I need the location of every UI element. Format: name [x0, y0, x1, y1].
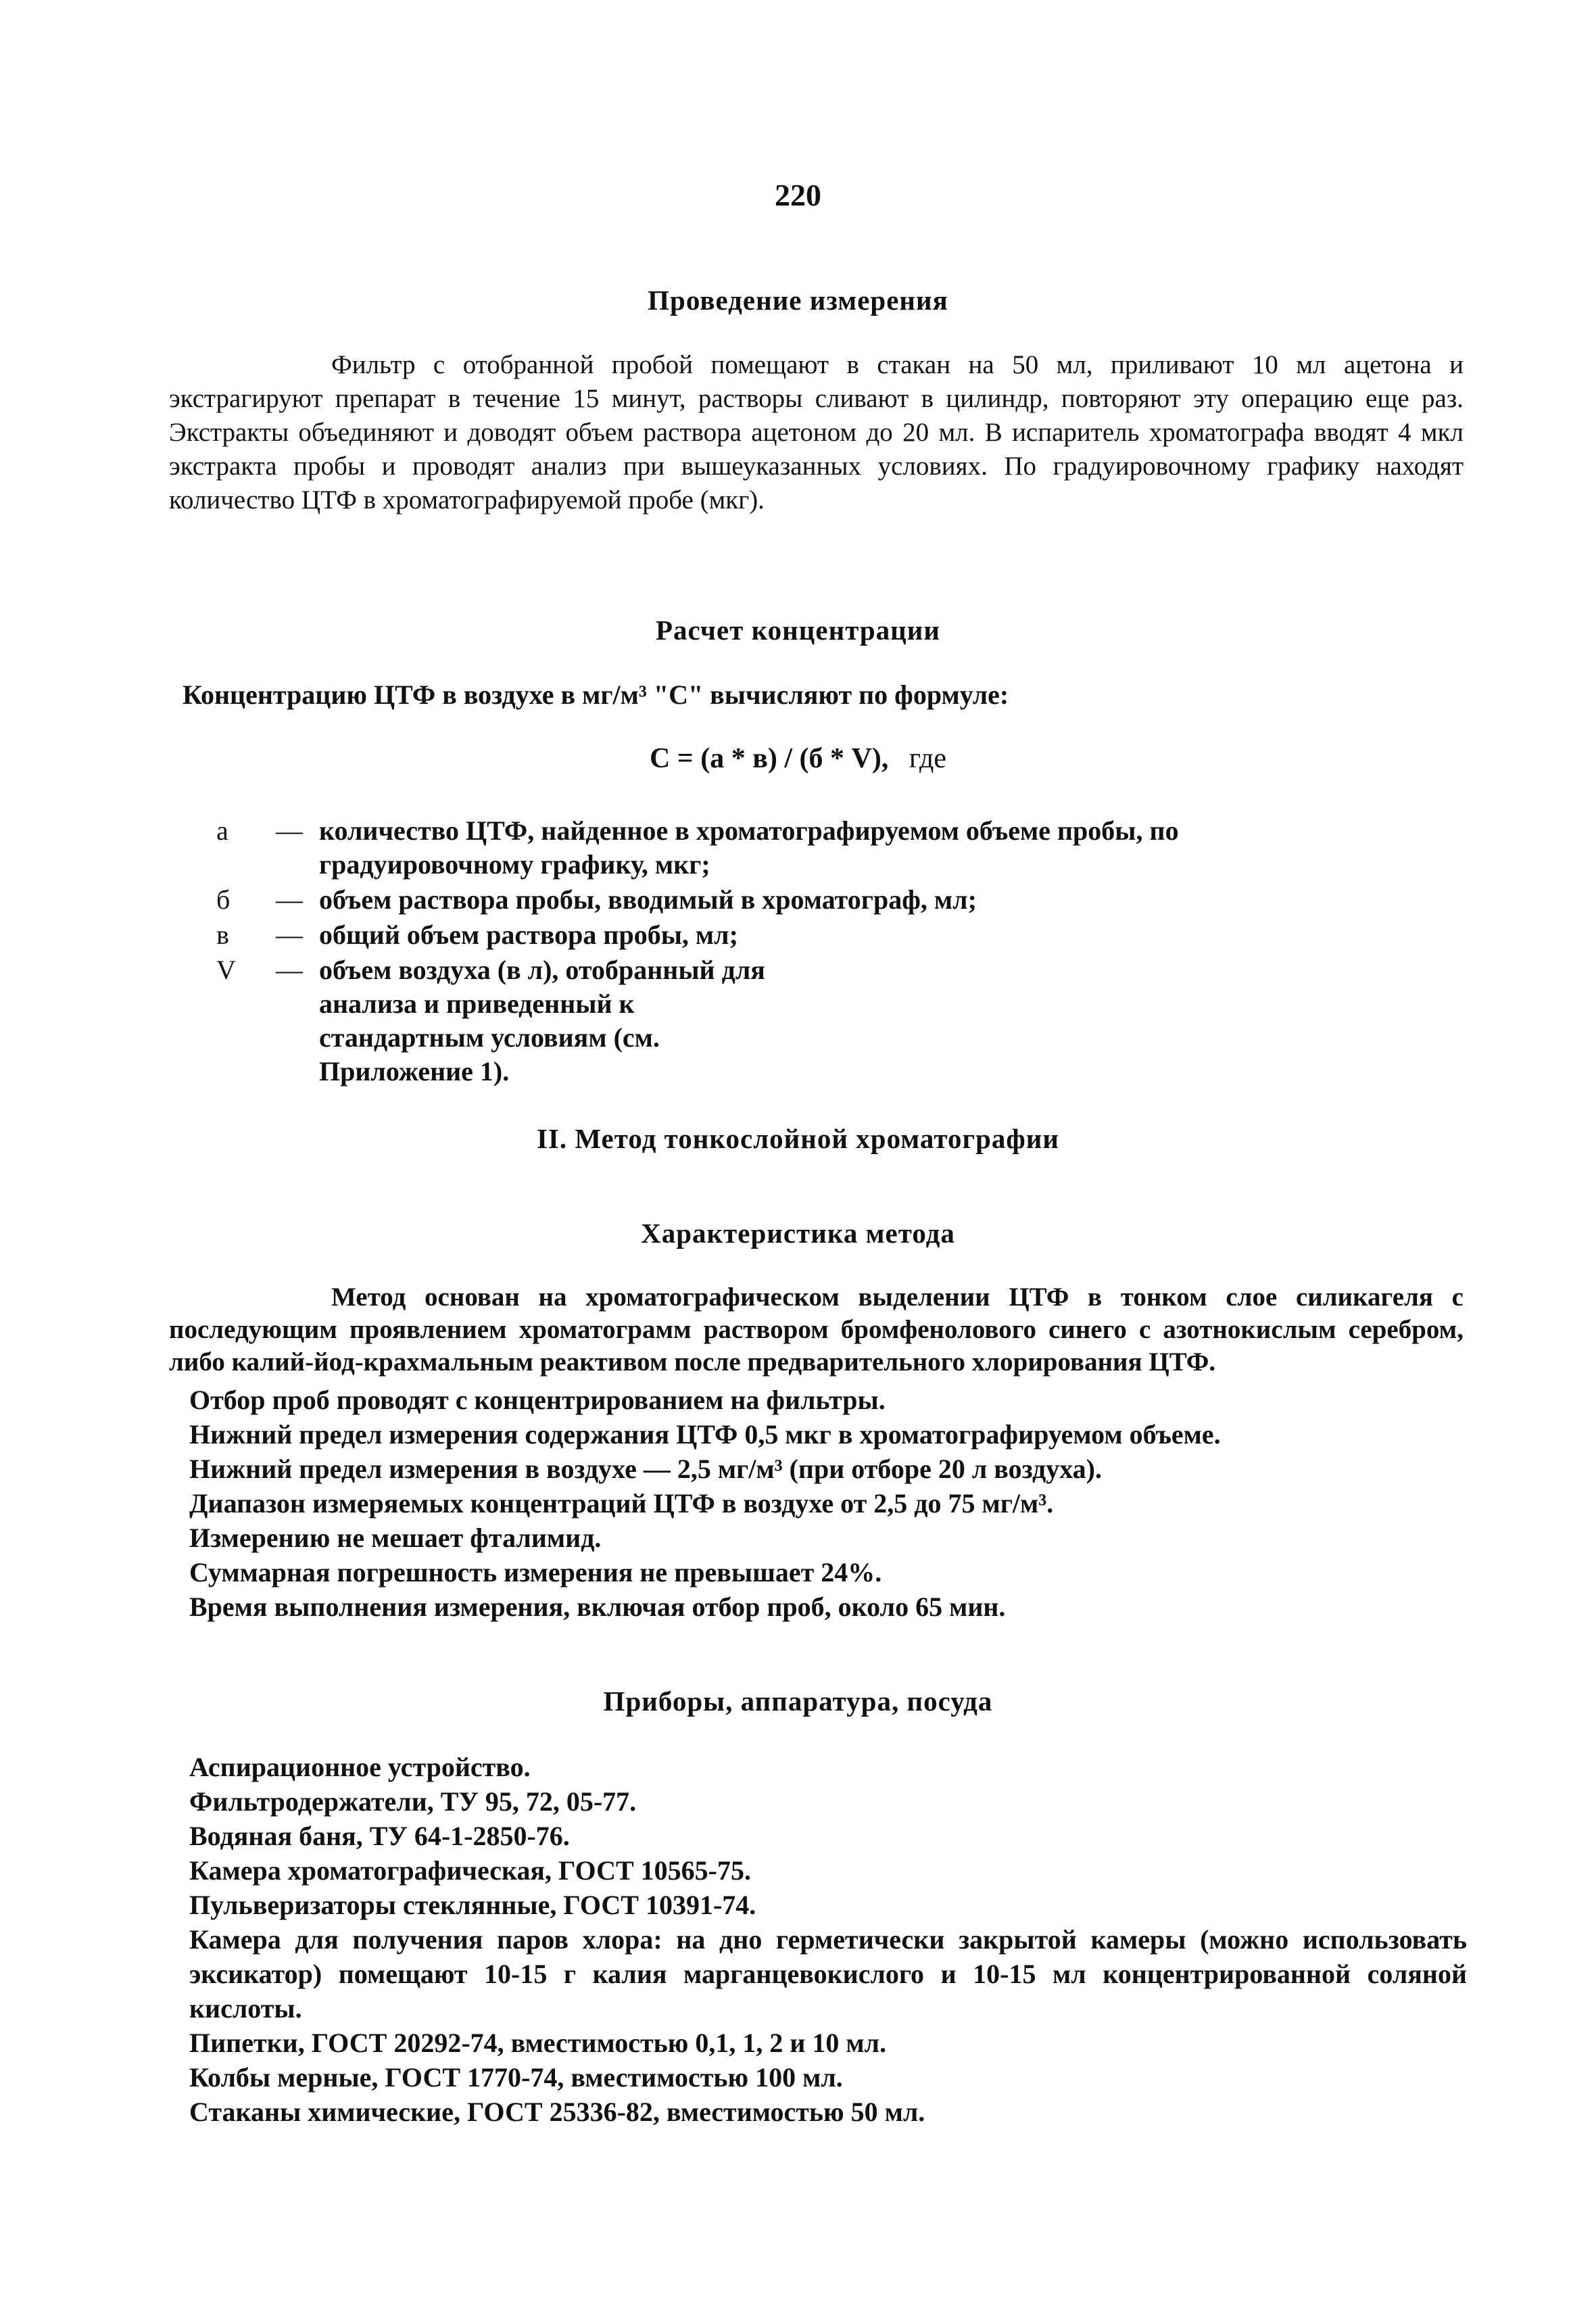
- equipment-item: Пипетки, ГОСТ 20292-74, вместимостью 0,1, 1, 2 и 10 мл.: [189, 2028, 887, 2058]
- equipment-item: Камера для получения паров хлора: на дно герметически закрытой камеры (можно использовать эксикатор) помещают 10-15 г калия марганцевокислого и 10-15 мл концентрированной соляной кислоты.: [189, 1924, 1467, 2024]
- equipment-item: Колбы мерные, ГОСТ 1770-74, вместимостью 100 мл.: [189, 2062, 843, 2093]
- definition-dash: —: [276, 815, 303, 846]
- characteristic-line: Нижний предел измерения содержания ЦТФ 0,5 мкг в хроматографируемом объеме.: [189, 1419, 1221, 1450]
- page-number: 220: [775, 178, 821, 212]
- definition-symbol: в: [216, 920, 229, 950]
- definition-symbol: б: [216, 884, 231, 915]
- section-heading-tlc-method: II. Метод тонкослойной хроматографии: [536, 1123, 1060, 1154]
- section-heading-equipment: Приборы, аппаратура, посуда: [603, 1686, 993, 1717]
- definition-dash: —: [276, 955, 303, 985]
- formula-intro: Концентрацию ЦТФ в воздухе в мг/м³ "С" вычисляют по формуле:: [183, 679, 1009, 710]
- definition-text: объем воздуха (в л), отобранный для анализа и приведенный к стандартным условиям (см. Приложение 1).: [319, 955, 765, 1087]
- definition-text: количество ЦТФ, найденное в хроматографируемом объеме пробы, по градуировочному графику, мкг;: [319, 815, 1179, 880]
- measurement-paragraph: Фильтр с отобранной пробой помещают в стакан на 50 мл, приливают 10 мл ацетона и экстрагируют препарат в течение 15 минут, растворы сливают в цилиндр, повторяют эту операцию еще раз. Экстракты объединяют и доводят объем раствора ацетоном до 20 мл. В испаритель хроматографа вводят 4 мкл экстракта пробы и проводят анализ при вышеуказанных условиях. По градуировочному графику находят количество ЦТФ в хроматографируемой пробе (мкг).: [169, 350, 1464, 515]
- definition-list: [216, 814, 1217, 1090]
- definition-dash: —: [276, 884, 303, 915]
- section-heading-method-characteristics: Характеристика метода: [641, 1218, 955, 1249]
- characteristic-line: Диапазон измеряемых концентраций ЦТФ в воздухе от 2,5 до 75 мг/м³.: [189, 1488, 1054, 1519]
- definition-item: [216, 918, 1217, 952]
- method-paragraph: Метод основан на хроматографическом выделении ЦТФ в тонком слое силикагеля с последующим проявлением хроматограмм раствором бромфенолового синего с азотнокислым серебром, либо калий-йод-крахмальным реактивом после предварительного хлорирования ЦТФ.: [169, 1283, 1464, 1377]
- equipment-item: Аспирационное устройство.: [189, 1752, 531, 1782]
- formula-where: где: [909, 743, 947, 774]
- section-heading-measurement: Проведение измерения: [648, 285, 948, 316]
- characteristic-line: Нижний предел измерения в воздухе — 2,5 мг/м³ (при отборе 20 л воздуха).: [189, 1454, 1102, 1484]
- characteristic-line: Суммарная погрешность измерения не превышает 24%.: [189, 1557, 882, 1588]
- characteristic-line: Время выполнения измерения, включая отбор проб, около 65 мин.: [189, 1592, 1006, 1622]
- method-characteristics-list: [189, 1383, 1474, 1624]
- equipment-item: Фильтродержатели, ТУ 95, 72, 05-77.: [189, 1786, 637, 1817]
- definition-item: [216, 953, 1217, 1089]
- equipment-item: Камера хроматографическая, ГОСТ 10565-75.: [189, 1855, 751, 1886]
- formula: [0, 742, 1596, 775]
- equipment-item: Пульверизаторы стеклянные, ГОСТ 10391-74.: [189, 1890, 756, 1920]
- definition-item: [216, 883, 1217, 917]
- definition-text: общий объем раствора пробы, мл;: [319, 920, 738, 950]
- equipment-item: Стаканы химические, ГОСТ 25336-82, вместимостью 50 мл.: [189, 2097, 925, 2127]
- characteristic-line: Отбор проб проводят с концентрированием на фильтры.: [189, 1385, 886, 1415]
- definition-text: объем раствора пробы, вводимый в хроматограф, мл;: [319, 884, 977, 915]
- equipment-list: [189, 1750, 1467, 2129]
- formula-expression: С = (а * в) / (б * V),: [649, 743, 889, 774]
- characteristic-line: Измерению не мешает фталимид.: [189, 1523, 602, 1553]
- definition-dash: —: [276, 920, 303, 950]
- section-heading-calculation: Расчет концентрации: [655, 615, 941, 646]
- equipment-item: Водяная баня, ТУ 64-1-2850-76.: [189, 1821, 570, 1851]
- definition-symbol: V: [216, 955, 236, 985]
- definition-item: [216, 814, 1217, 882]
- definition-symbol: а: [216, 815, 228, 846]
